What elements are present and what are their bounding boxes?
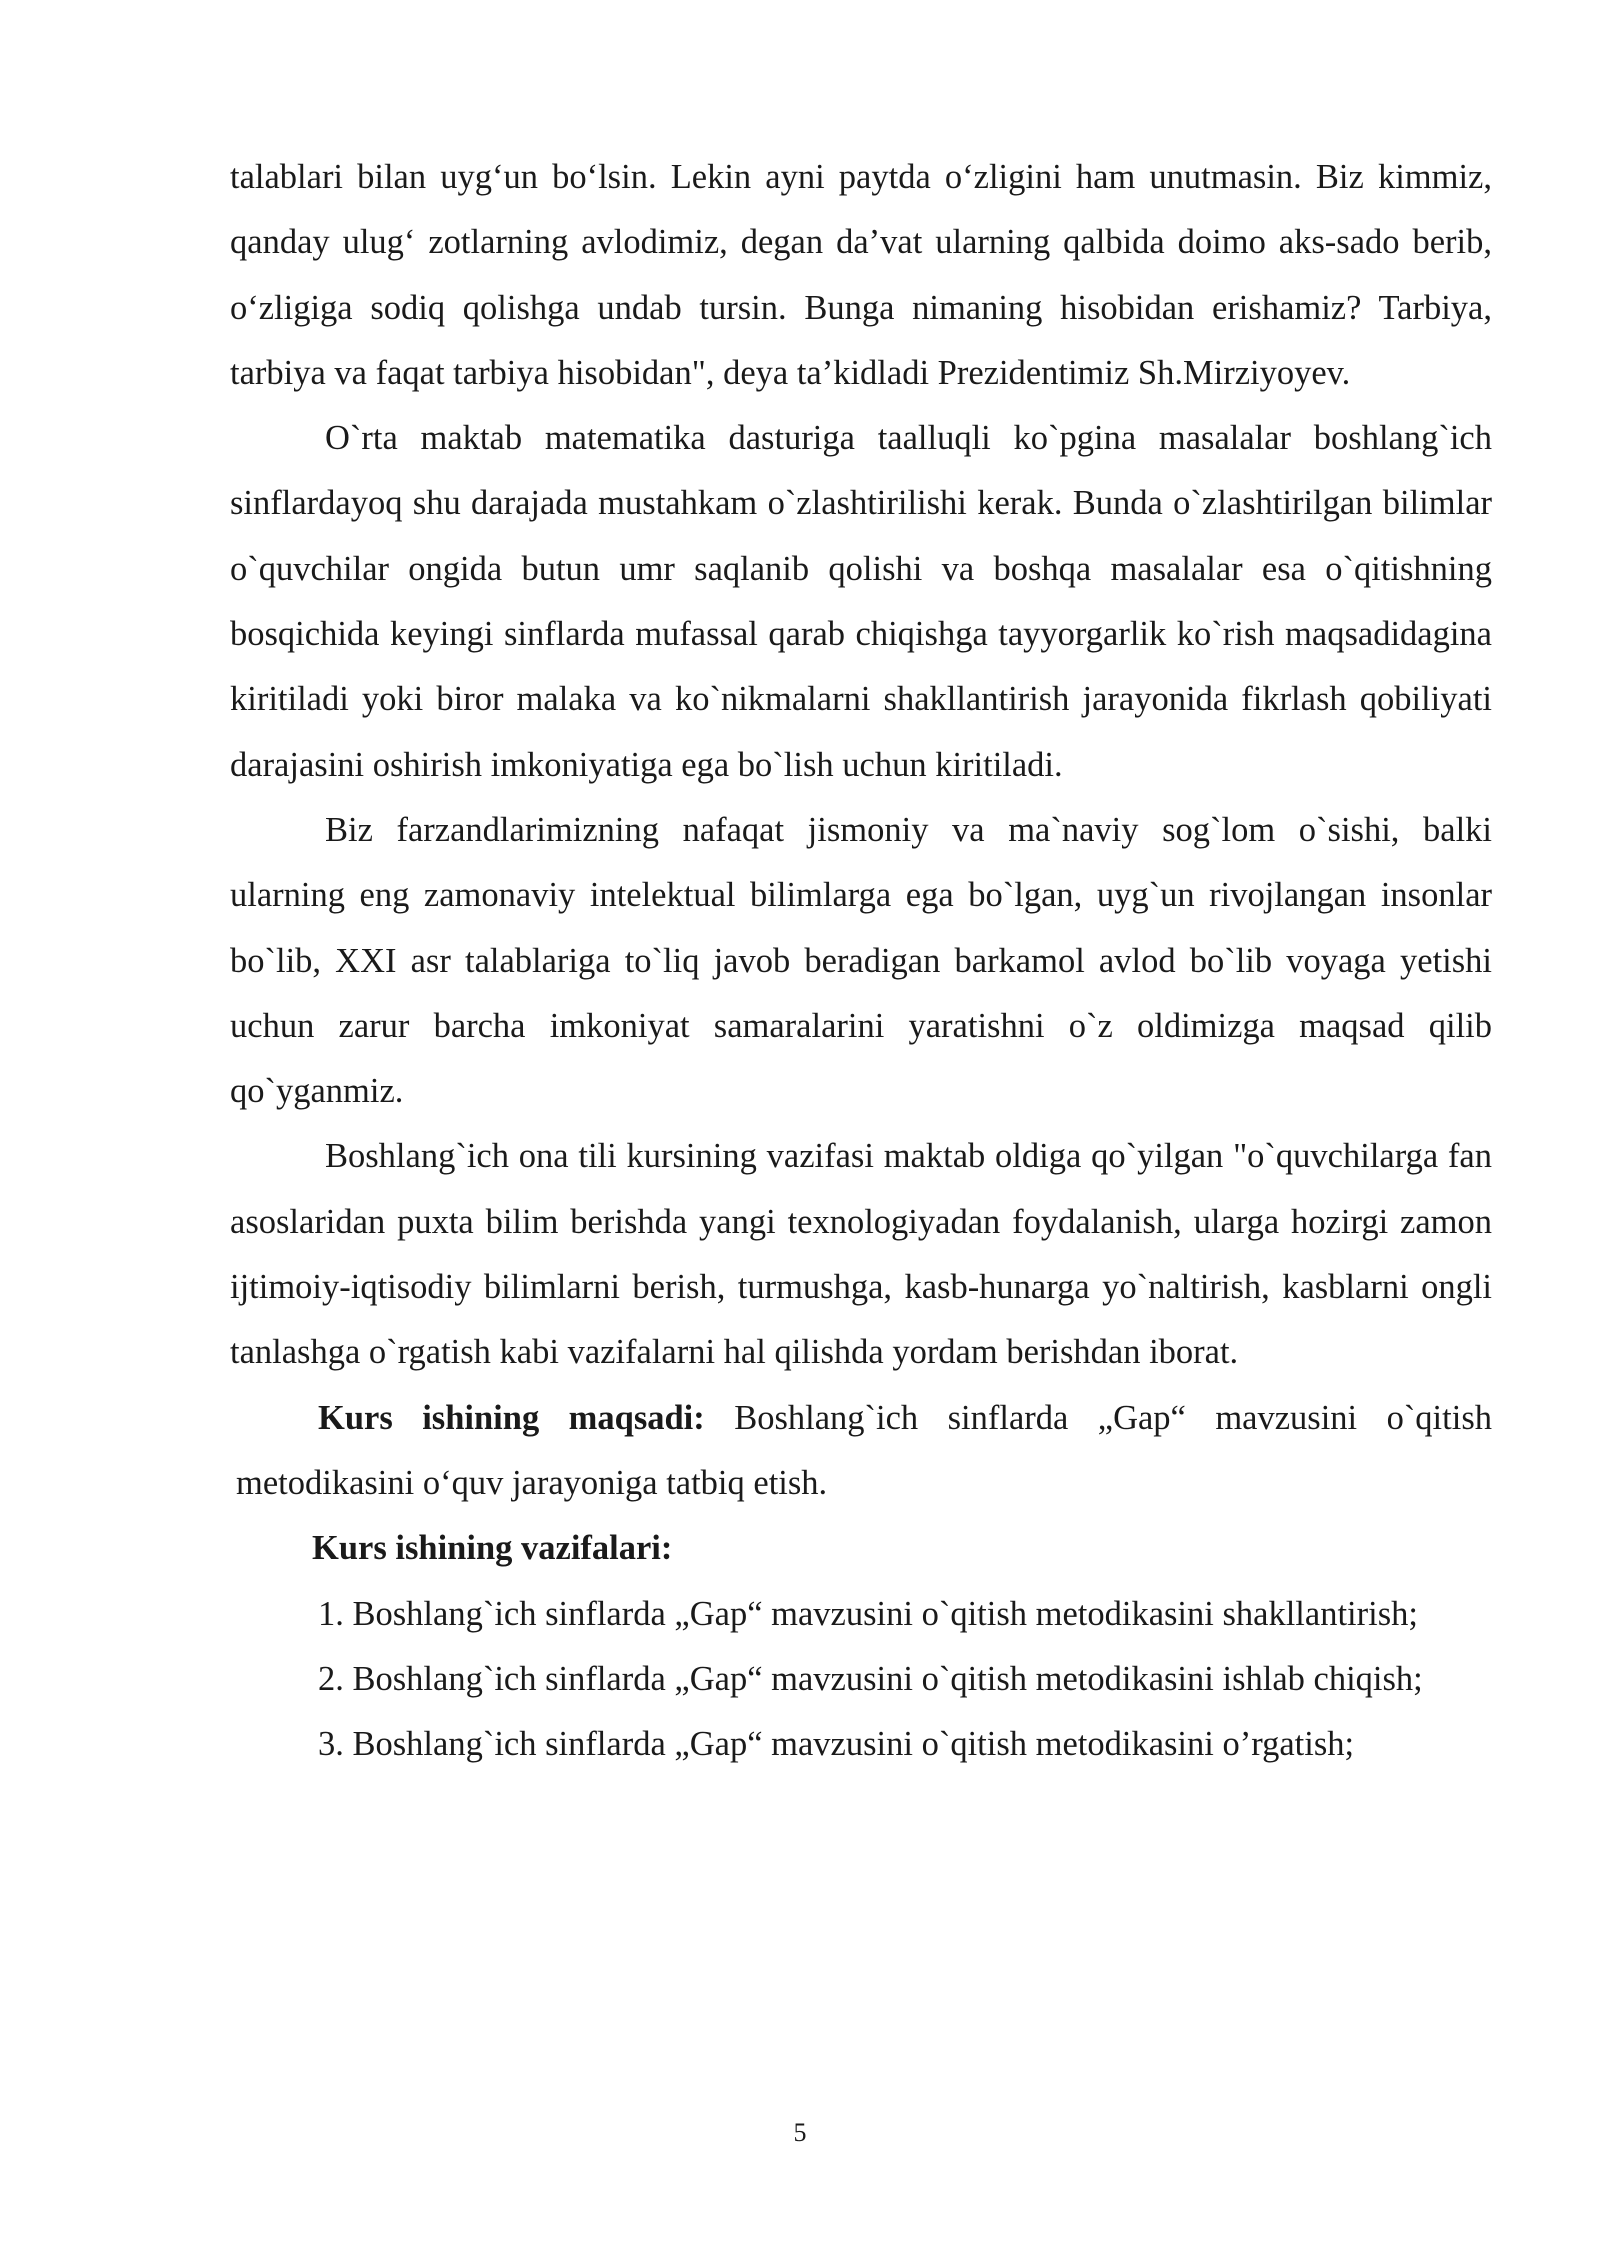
goal-label: Kurs ishining maqsadi: — [318, 1398, 705, 1437]
task-item-3: 3. Boshlang`ich sinflarda „Gap“ mavzusini o`qitish metodikasini o’rgatish; — [318, 1725, 1355, 1764]
document-page — [230, 145, 1492, 1777]
goal-paragraph — [230, 1386, 1492, 1517]
goal-text: Boshlang`ich sinflarda „Gap“ mavzusini o`qitish metodikasini o‘quv jarayoniga tatbiq etish. — [236, 1398, 1492, 1502]
paragraph-2: Biz farzandlarimizning nafaqat jismoniy va ma`naviy sog`lom o`sishi, balki ularning eng zamonaviy intelektual bilimlarga ega bo`lgan, uyg`un rivojlangan insonlar bo`lib, XXI asr talablariga to`liq javob beradigan barkamol avlod bo`lib voyaga yetishi uchun zarur barcha imkoniyat samaralarini yaratishni o`z oldimizga maqsad qilib qo`yganmiz. — [230, 810, 1492, 1111]
paragraph-3: Boshlang`ich ona tili kursining vazifasi maktab oldiga qo`yilgan "o`quvchilarga fan asoslaridan puxta bilim berishda yangi texnologiyadan foydalanish, ularga hozirgi zamon ijtimoiy-iqtisodiy bilimlarni berish, turmushga, kasb-hunarga yo`naltirish, kasblarni ongli tanlashga o`rgatish kabi vazifalarni hal qilishda yordam berishdan iborat. — [230, 1137, 1492, 1372]
tasks-heading: Kurs ishining vazifalari: — [312, 1529, 673, 1568]
task-item-2: 2. Boshlang`ich sinflarda „Gap“ mavzusini o`qitish metodikasini ishlab chiqish; — [318, 1659, 1423, 1698]
paragraph-1: O`rta maktab matematika dasturiga taalluqli ko`pgina masalalar boshlang`ich sinflardayoq shu darajada mustahkam o`zlashtirilishi kerak. Bunda o`zlashtirilgan bilimlar o`quvchilar ongida butun umr saqlanib qolishi va boshqa masalalar esa o`qitishning bosqichida keyingi sinflarda mufassal qarab chiqishga tayyorgarlik ko`rish maqsadidagina kiritiladi yoki biror malaka va ko`nikmalarni shakllantirish jarayonida fikrlash qobiliyati darajasini oshirish imkoniyatiga ega bo`lish uchun kiritiladi. — [230, 419, 1492, 784]
page-number: 5 — [793, 2118, 807, 2147]
paragraph-continuation: talablari bilan uyg‘un bo‘lsin. Lekin ayni paytda o‘zligini ham unutmasin. Biz kimmiz, qanday ulug‘ zotlarning avlodimiz, degan da’vat ularning qalbida doimo aks-sado berib, o‘zligiga sodiq qolishga undab tursin. Bunga nimaning hisobidan erishamiz? Tarbiya, tarbiya va faqat tarbiya hisobidan", deya ta’kidladi Prezidentimiz Sh.Mirziyoyev. — [230, 158, 1492, 392]
task-item-1: 1. Boshlang`ich sinflarda „Gap“ mavzusini o`qitish metodikasini shakllantirish; — [318, 1594, 1418, 1633]
